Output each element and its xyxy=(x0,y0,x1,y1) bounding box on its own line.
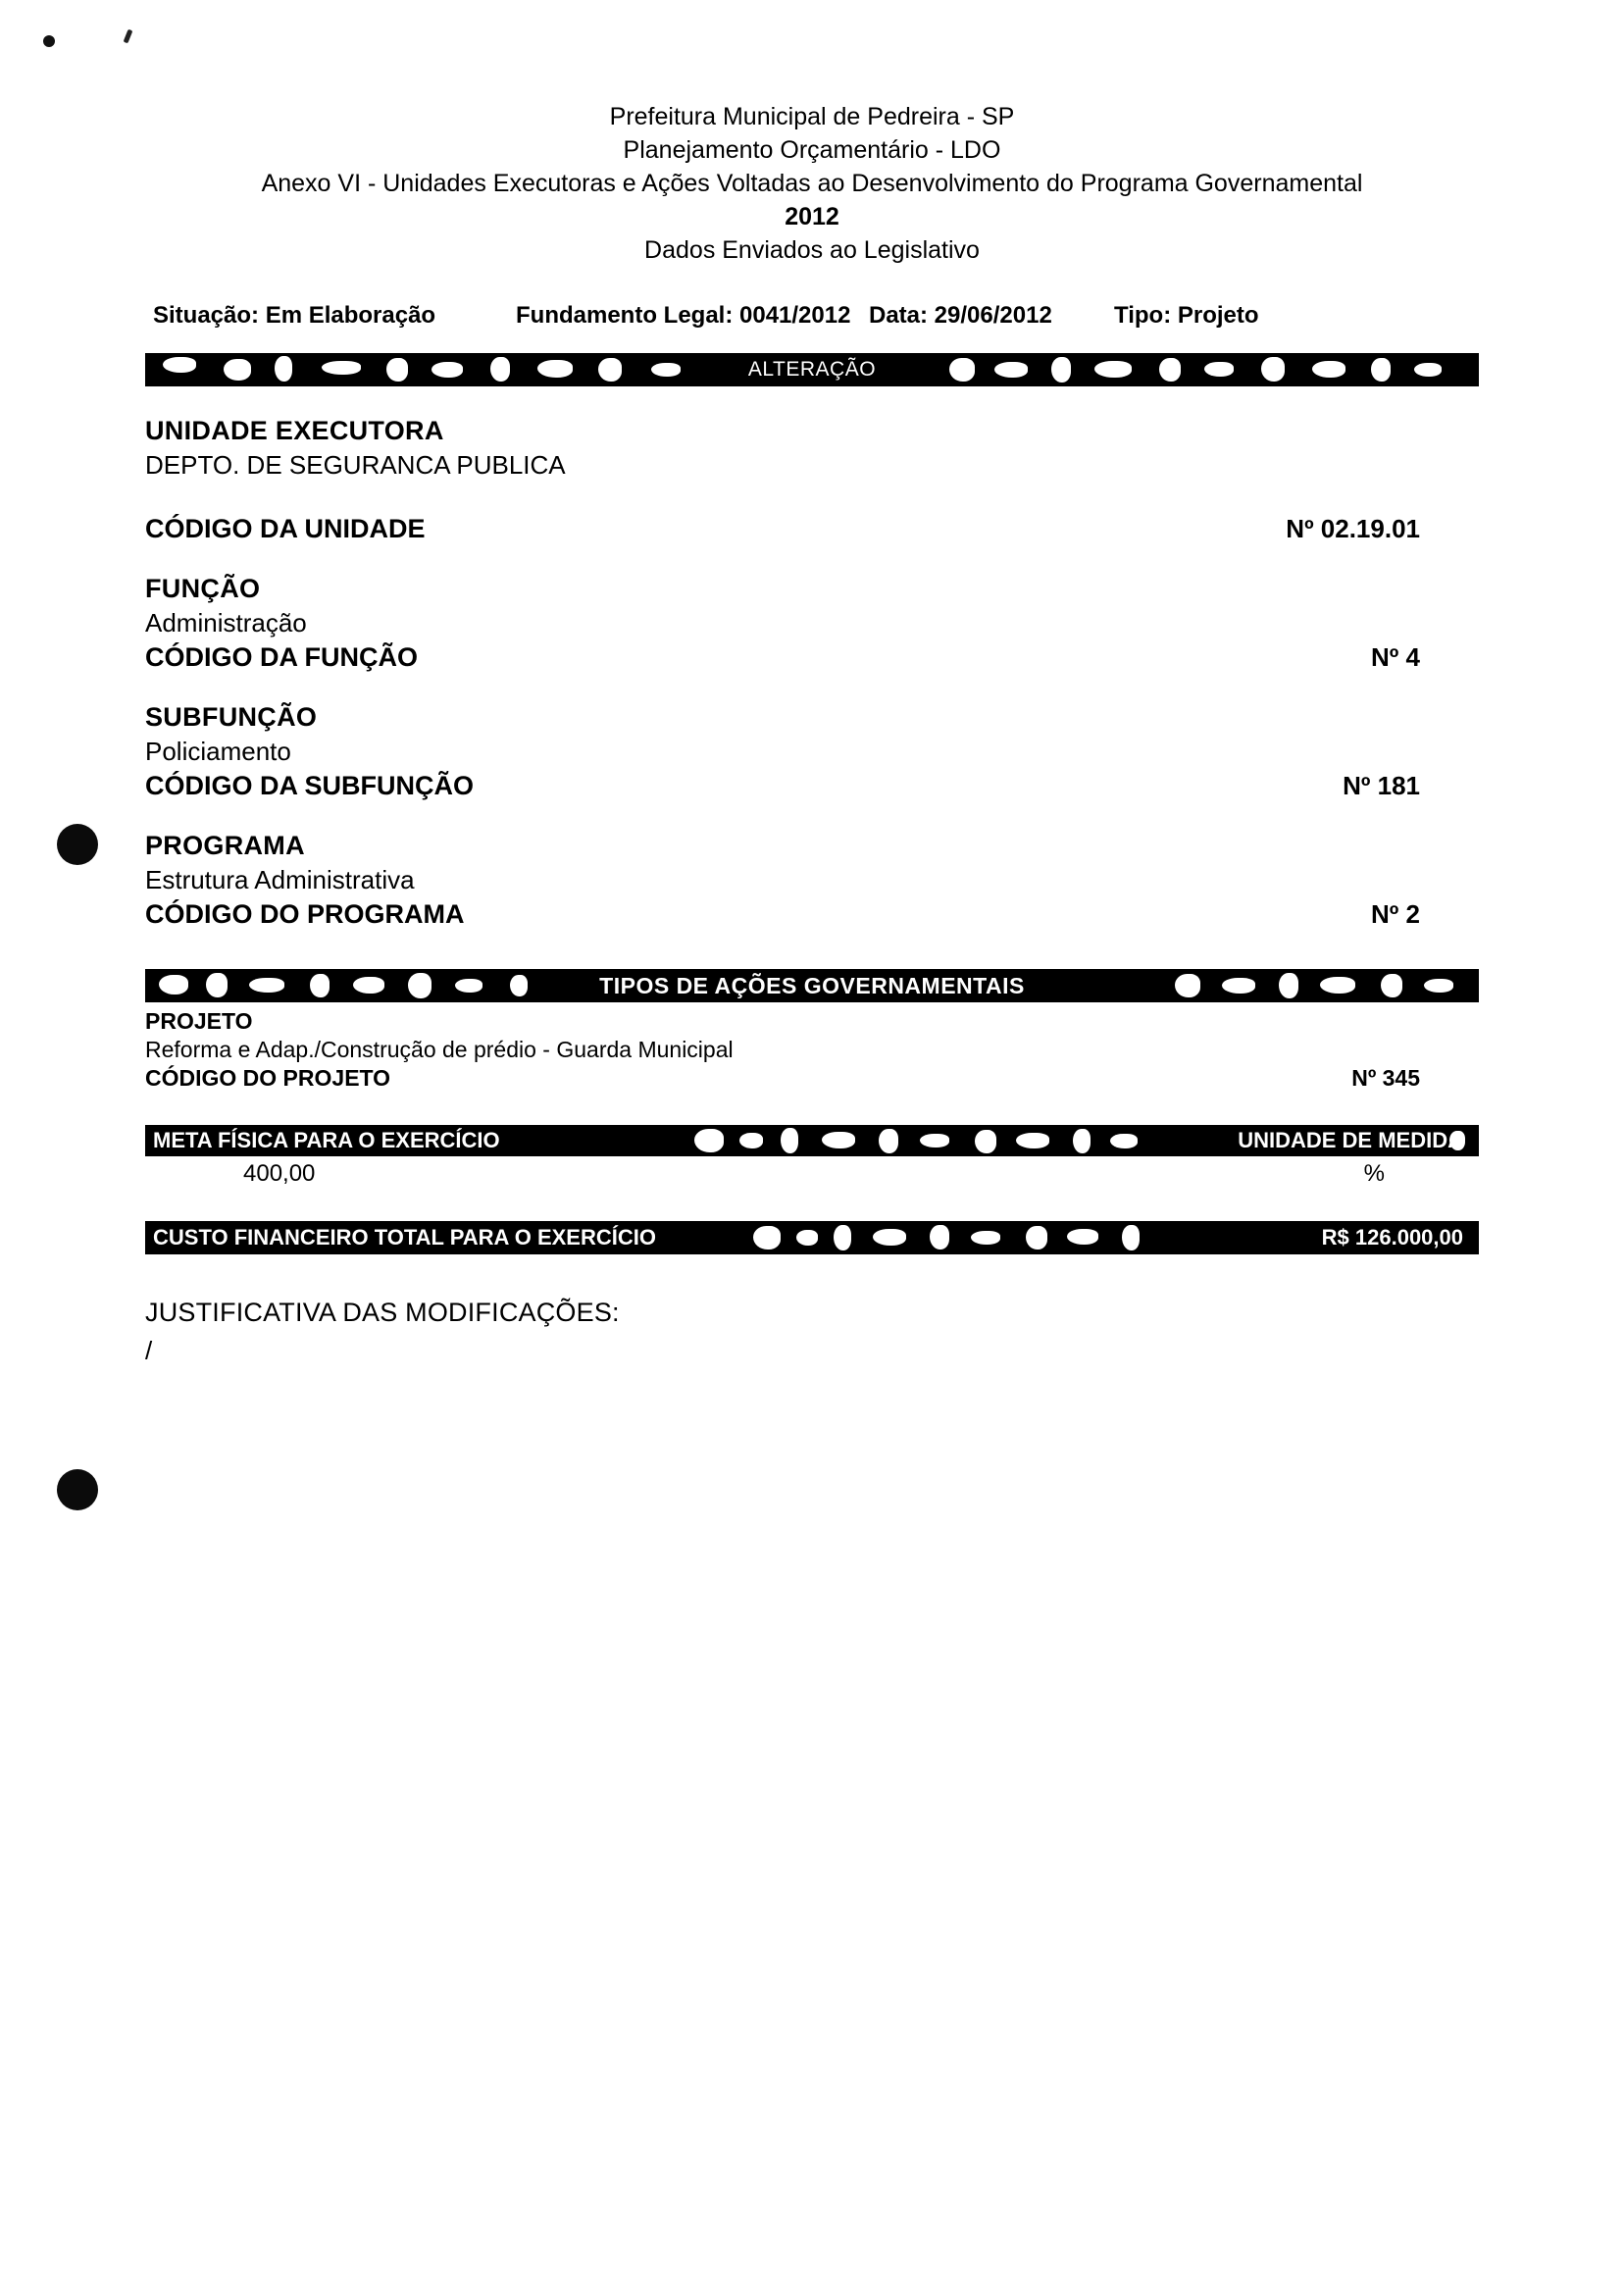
banner-tipos-acoes-label: TIPOS DE AÇÕES GOVERNAMENTAIS xyxy=(599,972,1025,998)
funcao-value: Administração xyxy=(145,608,307,638)
row-codigo-subfuncao xyxy=(145,771,1479,801)
projeto-label: PROJETO xyxy=(145,1008,253,1034)
codigo-funcao-value: Nº 4 xyxy=(1371,642,1420,672)
codigo-funcao-label: CÓDIGO DA FUNÇÃO xyxy=(145,642,418,672)
banner-meta-fisica xyxy=(145,1125,1479,1156)
header-line-annex: Anexo VI - Unidades Executoras e Ações Voltadas ao Desenvolvimento do Programa Governamental xyxy=(261,170,1363,197)
header-line-municipality: Prefeitura Municipal de Pedreira - SP xyxy=(609,103,1015,130)
funcao-label: FUNÇÃO xyxy=(145,574,261,603)
codigo-subfuncao-label: CÓDIGO DA SUBFUNÇÃO xyxy=(145,771,474,800)
document-content xyxy=(145,0,1479,1366)
meta-fisica-label: META FÍSICA PARA O EXERCÍCIO xyxy=(153,1128,500,1152)
unidade-executora-label: UNIDADE EXECUTORA xyxy=(145,416,444,445)
status-situacao: Situação: Em Elaboração xyxy=(153,302,436,329)
document-header xyxy=(145,0,1479,267)
banner-tipos-acoes xyxy=(145,969,1479,1002)
codigo-unidade-label: CÓDIGO DA UNIDADE xyxy=(145,514,426,543)
custo-financeiro-value: R$ 126.000,00 xyxy=(1321,1225,1463,1250)
programa-label: PROGRAMA xyxy=(145,831,305,860)
status-fundamento-legal: Fundamento Legal: 0041/2012 xyxy=(516,302,851,329)
justificativa-value: / xyxy=(145,1336,153,1365)
codigo-programa-label: CÓDIGO DO PROGRAMA xyxy=(145,899,465,929)
status-data: Data: 29/06/2012 xyxy=(869,302,1052,329)
subfuncao-value: Policiamento xyxy=(145,737,291,766)
programa-value: Estrutura Administrativa xyxy=(145,865,415,894)
justificativa-label: JUSTIFICATIVA DAS MODIFICAÇÕES: xyxy=(145,1298,620,1327)
unidade-executora-value: DEPTO. DE SEGURANCA PUBLICA xyxy=(145,450,566,480)
punch-hole-mark xyxy=(57,824,98,865)
row-codigo-programa xyxy=(145,899,1479,930)
meta-values-row xyxy=(145,1160,1479,1188)
projeto-value: Reforma e Adap./Construção de prédio - Guarda Municipal xyxy=(145,1037,734,1062)
row-codigo-projeto xyxy=(145,1065,1479,1092)
unidade-medida-value: % xyxy=(1363,1160,1385,1187)
meta-fisica-value: 400,00 xyxy=(243,1160,316,1187)
punch-hole-mark xyxy=(57,1469,98,1510)
banner-alteracao xyxy=(145,353,1479,386)
field-subfuncao xyxy=(145,702,1479,767)
field-programa xyxy=(145,831,1479,895)
unidade-medida-label: UNIDADE DE MEDIDA xyxy=(1238,1128,1463,1152)
justificativa-block xyxy=(145,1298,1479,1366)
banner-custo-financeiro xyxy=(145,1221,1479,1254)
status-tipo: Tipo: Projeto xyxy=(1114,302,1259,329)
field-projeto xyxy=(145,1008,1479,1092)
header-line-plan: Planejamento Orçamentário - LDO xyxy=(623,136,1001,164)
row-codigo-funcao xyxy=(145,642,1479,673)
codigo-projeto-value: Nº 345 xyxy=(1351,1065,1420,1091)
custo-financeiro-label: CUSTO FINANCEIRO TOTAL PARA O EXERCÍCIO xyxy=(153,1225,656,1250)
codigo-unidade-value: Nº 02.19.01 xyxy=(1286,514,1420,543)
field-unidade-executora xyxy=(145,416,1479,481)
row-codigo-unidade xyxy=(145,514,1479,544)
scan-speck-icon xyxy=(43,35,55,47)
codigo-projeto-label: CÓDIGO DO PROJETO xyxy=(145,1065,391,1091)
codigo-subfuncao-value: Nº 181 xyxy=(1343,771,1420,800)
subfuncao-label: SUBFUNÇÃO xyxy=(145,702,318,732)
banner-alteracao-label: ALTERAÇÃO xyxy=(747,358,877,381)
header-line-submission: Dados Enviados ao Legislativo xyxy=(644,236,980,264)
status-line xyxy=(145,302,1479,330)
header-year: 2012 xyxy=(785,203,839,230)
field-funcao xyxy=(145,574,1479,638)
scan-speck-icon xyxy=(124,29,133,44)
codigo-programa-value: Nº 2 xyxy=(1371,899,1420,929)
